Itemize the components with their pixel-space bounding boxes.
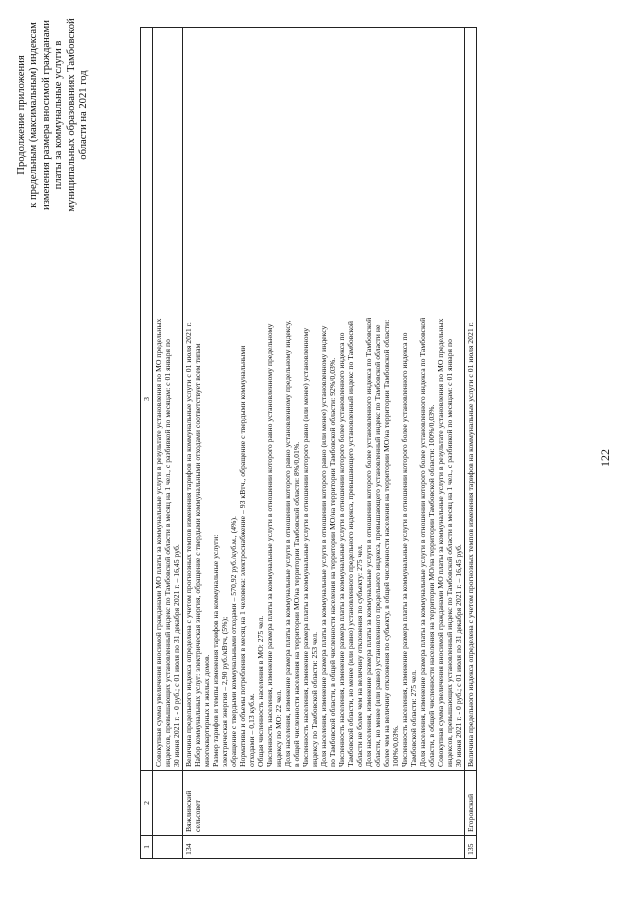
description-line: Совокупная сумма увеличения вносимой гражданами МО платы за коммунальные услуги в результате установления по МО предельных bbox=[436, 318, 445, 767]
annex-heading bbox=[16, 15, 90, 215]
description-line: Доля населения, изменение размера платы за коммунальные услуги в отношении которого равно установленному предельному индексу, bbox=[283, 320, 292, 767]
heading-line: муниципальных образованиях Тамбовской bbox=[65, 18, 77, 212]
description-line: по Тамбовской области, в общей численности населения на территории МО/на территории Тамбовской области: 92%/0,03%. bbox=[328, 357, 337, 767]
description-line: отходами – 0,13 куб.м. bbox=[247, 693, 256, 767]
header-cell-3: 3 bbox=[141, 28, 153, 771]
table-row bbox=[465, 28, 477, 859]
description-line: Совокупная сумма увеличения вносимой гражданами МО платы за коммунальные услуги в результате установления по МО предельных bbox=[154, 318, 163, 767]
municipality-cell bbox=[153, 771, 183, 836]
description-line: 30 июня 2021 г. - 0 руб.; с 01 июля по 31 декабря 2021 г. – 16,45 руб. bbox=[454, 544, 463, 767]
description-line: электрическая энергия – 2,90 руб./кВтч, (5%); bbox=[220, 616, 229, 767]
index-table bbox=[140, 27, 477, 859]
description-line: индексов, превышающих установленный индекс по Тамбовской области в месяц на 1 чел., с разбивкой по месяцам: с 01 января по bbox=[163, 339, 172, 767]
municipality-cell: Вяжлинский сельсовет bbox=[183, 771, 465, 836]
description-line: Доля населения, изменение размера платы за коммунальные услуги в отношении которого более установленного индекса по Тамбовской bbox=[364, 317, 373, 767]
description-line: Величина предельного индекса определена с учетом прогнозных темпов изменения тарифов на коммунальные услуги с 01 июля 2021 г. bbox=[466, 322, 475, 767]
description-line: Численность населения, изменение размера платы за коммунальные услуги в отношении которого равно установленному предельному bbox=[265, 323, 274, 767]
header-cell-2: 2 bbox=[141, 771, 153, 836]
description-line: области, в общей численности населения на территории МО/на территории Тамбовской области: 100%/0,03%. bbox=[427, 404, 436, 767]
table-row-continued bbox=[153, 28, 183, 859]
description-line: области, но менее (или равно) установленного предельного индекса, превышающего установленный индекс по Тамбовской области не bbox=[373, 324, 382, 767]
row-number-cell: 134 bbox=[183, 836, 465, 859]
row-number-cell: 135 bbox=[465, 836, 477, 859]
description-line: индексов, превышающих установленный индекс по Тамбовской области в месяц на 1 чел., с разбивкой по месяцам: с 01 января по bbox=[445, 339, 454, 767]
description-line: Численность населения, изменение размера платы за коммунальные услуги в отношении которого равно (или менее) установленному bbox=[301, 327, 310, 767]
description-line: индексу по Тамбовской области: 253 чел. bbox=[310, 631, 319, 767]
heading-line: к предельным (максимальным) индексам bbox=[28, 22, 40, 208]
table-row bbox=[183, 28, 465, 859]
description-line: более чем на величину отклонения по субъекту, в общей численности населения на территории МО/на территории Тамбовской области: bbox=[382, 319, 391, 767]
description-cell bbox=[465, 28, 477, 771]
description-line: 100%/0,03%. bbox=[391, 725, 400, 767]
description-line: Численность населения, изменение размера платы за коммунальные услуги в отношении которого более установленного индекса по bbox=[337, 332, 346, 767]
description-line: Численность населения, изменение размера платы за коммунальные услуги в отношении которого более установленного индекса по bbox=[400, 332, 409, 767]
municipality-cell: Егоровский bbox=[465, 771, 477, 836]
description-line: многоквартирных и жилых домов. bbox=[202, 654, 211, 767]
page-number: 122 bbox=[598, 449, 612, 467]
description-line: Общая численность населения в МО: 275 чел. bbox=[256, 615, 265, 767]
description-line: Тамбовской области: 275 чел. bbox=[409, 669, 418, 767]
description-cell bbox=[153, 28, 183, 771]
heading-line: области на 2021 год bbox=[78, 70, 90, 160]
description-line: обращение с твердыми коммунальными отходами – 570,92 руб./куб.м., (4%). bbox=[229, 516, 238, 767]
description-line: Тамбовской области, но менее (или равно) установленного предельного индекса, превышающего установленный индекс по Тамбовской bbox=[346, 320, 355, 767]
description-line: области не более чем на величину отклонения по субъекту: 275 чел. bbox=[355, 544, 364, 767]
header-cell-1: 1 bbox=[141, 836, 153, 859]
description-line: Доля населения, изменение размера платы за коммунальные услуги в отношении которого более установленного индекса по Тамбовской bbox=[418, 317, 427, 767]
description-line: 30 июня 2021 г. - 0 руб.; с 01 июля по 31 декабря 2021 г. – 16,45 руб. bbox=[172, 544, 181, 767]
description-line: в общей численности населения на территории МО/на территории Тамбовской области: 8%/0,01%. bbox=[292, 441, 301, 767]
description-cell bbox=[183, 28, 465, 771]
description-line: Размер тарифов и темпы изменения тарифов на коммунальные услуги: bbox=[211, 534, 220, 767]
heading-line: Продолжение приложения bbox=[16, 55, 27, 175]
description-line: Набор коммунальных услуг: электрическая энергия, обращение с твердыми коммунальными отходами соответствует всем типам bbox=[193, 343, 202, 767]
description-line: Нормативы и объемы потребления в месяц на 1 человека: электроснабжение – 93 кВтч., обращение с твердыми коммунальными bbox=[238, 345, 247, 767]
description-line: Доля населения, изменение размера платы за коммунальные услуги в отношении которого равно (или менее) установленному индексу bbox=[319, 325, 328, 767]
row-number-cell bbox=[153, 836, 183, 859]
table-header-row bbox=[141, 28, 153, 859]
description-line: Величина предельного индекса определена с учетом прогнозных темпов изменения тарифов на коммунальные услуги с 01 июля 2021 г. bbox=[184, 322, 193, 767]
heading-line: изменения размера вносимой гражданами bbox=[40, 20, 52, 210]
description-line: индексу по МО: 22 чел. bbox=[274, 689, 283, 767]
heading-line: платы за коммунальные услуги в bbox=[53, 40, 65, 190]
